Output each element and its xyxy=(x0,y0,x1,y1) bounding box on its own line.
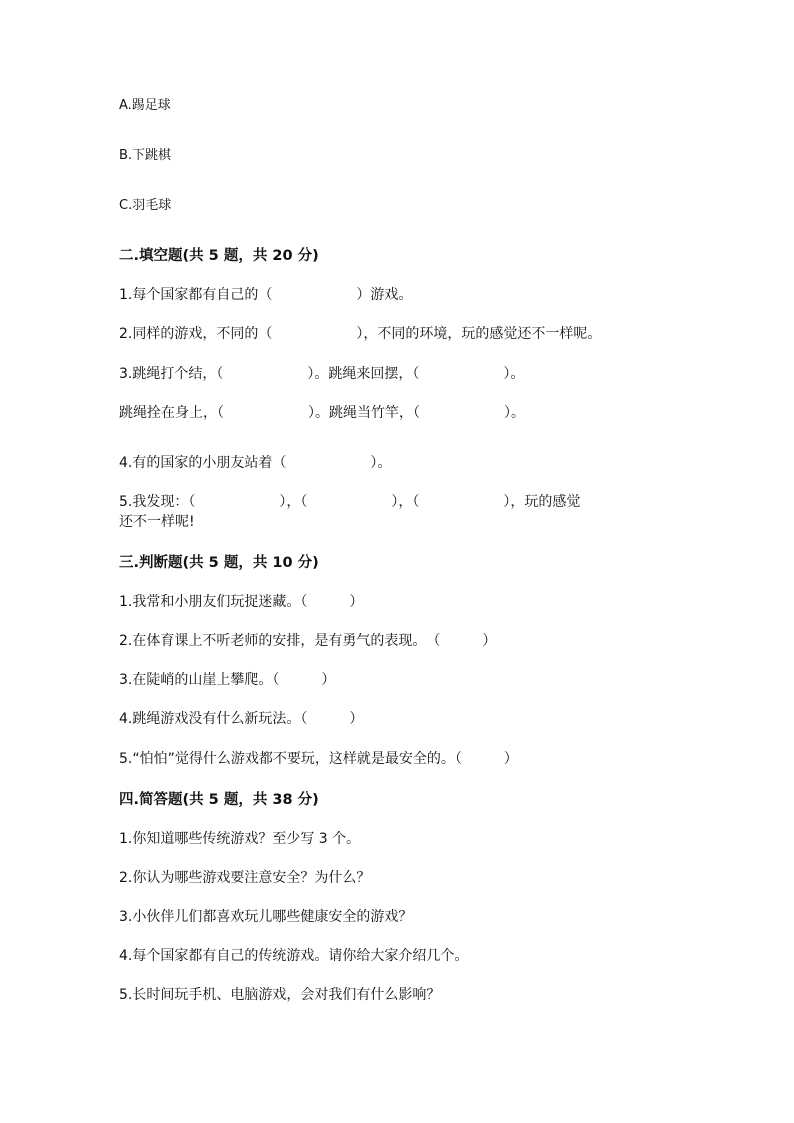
fill-in-question-2: 2.同样的游戏，不同的（ ），不同的环境，玩的感觉还不一样呢。 xyxy=(119,326,602,342)
true-false-question-1: 1.我常和小朋友们玩捉迷藏。（ ） xyxy=(119,594,364,610)
fill-in-question-3a: 3.跳绳打个结，（ ）。跳绳来回摆，（ ）。 xyxy=(119,366,525,382)
true-false-question-4: 4.跳绳游戏没有什么新玩法。（ ） xyxy=(119,711,364,727)
short-answer-question-4: 4.每个国家都有自己的传统游戏。请你给大家介绍几个。 xyxy=(119,948,469,964)
short-answer-question-3: 3.小伙伴儿们都喜欢玩儿哪些健康安全的游戏？ xyxy=(119,909,413,925)
true-false-question-3: 3.在陡峭的山崖上攀爬。（ ） xyxy=(119,672,336,688)
choice-c: C.羽毛球 xyxy=(119,198,172,213)
short-answer-question-1: 1.你知道哪些传统游戏？至少写 3 个。 xyxy=(119,831,361,847)
section-heading-short-answer: 四.简答题(共 5 题，共 38 分) xyxy=(119,792,319,808)
choice-b: B.下跳棋 xyxy=(119,148,172,163)
section-heading-fill-in: 二.填空题(共 5 题，共 20 分) xyxy=(119,248,319,264)
short-answer-question-2: 2.你认为哪些游戏要注意安全？为什么？ xyxy=(119,870,371,886)
fill-in-question-4: 4.有的国家的小朋友站着（ ）。 xyxy=(119,455,392,471)
true-false-question-5: 5.“怕怕”觉得什么游戏都不要玩，这样就是最安全的。（ ） xyxy=(119,751,518,767)
section-heading-true-false: 三.判断题(共 5 题，共 10 分) xyxy=(119,555,319,571)
true-false-question-2: 2.在体育课上不听老师的安排，是有勇气的表现。 （ ） xyxy=(119,633,497,649)
fill-in-question-1: 1.每个国家都有自己的（ ）游戏。 xyxy=(119,287,413,303)
choice-a: A.踢足球 xyxy=(119,98,171,113)
fill-in-question-5: 5.我发现：（ ），（ ），（ ），玩的感觉 还不一样呢! xyxy=(119,494,581,530)
short-answer-question-5: 5.长时间玩手机、电脑游戏，会对我们有什么影响？ xyxy=(119,987,441,1003)
fill-in-question-3b: 跳绳拴在身上，（ ）。跳绳当竹竿，（ ）。 xyxy=(119,405,525,421)
